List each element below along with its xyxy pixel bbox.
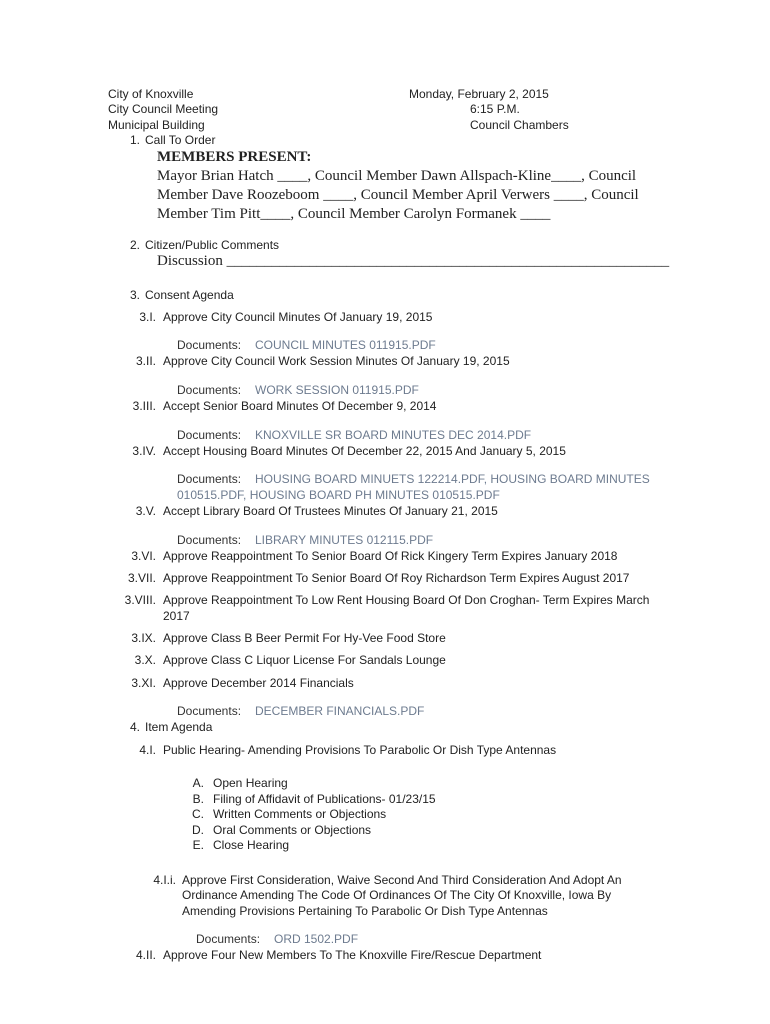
consent-item-number: 3.VII. <box>127 571 156 585</box>
documents-label: Documents: <box>177 472 242 486</box>
documents-label: Documents: <box>177 428 242 442</box>
section-number-3: 3. <box>130 288 141 302</box>
header-meeting: City Council Meeting <box>108 102 219 116</box>
consent-item-text: Approve Class C Liquor License For Sandals Lounge <box>163 653 446 667</box>
members-present-heading: MEMBERS PRESENT: <box>157 149 312 165</box>
document-link[interactable]: DECEMBER FINANCIALS.PDF <box>255 704 425 718</box>
consent-item-number: 3.VIII. <box>124 593 156 607</box>
consent-item-text: Approve Reappointment To Low Rent Housing Board Of Don Croghan- Term Expires March <box>163 593 650 607</box>
document-link-continued[interactable]: 010515.PDF, HOUSING BOARD PH MINUTES 010515.PDF <box>177 488 500 502</box>
consent-item-text-continued: 2017 <box>163 609 190 623</box>
hearing-step-letter: D. <box>192 823 204 837</box>
consent-item-text: Approve Class B Beer Permit For Hy-Vee Food Store <box>163 631 446 645</box>
hearing-step-letter: A. <box>192 776 204 790</box>
consent-item-number: 3.I. <box>139 310 156 324</box>
header-building: Municipal Building <box>108 118 205 132</box>
agenda-item-text: Approve Four New Members To The Knoxville Fire/Rescue Department <box>163 948 542 962</box>
document-link[interactable]: HOUSING BOARD MINUETS 122214.PDF, HOUSING BOARD MINUTES <box>255 472 650 486</box>
document-link[interactable]: KNOXVILLE SR BOARD MINUTES DEC 2014.PDF <box>255 428 532 442</box>
header-city: City of Knoxville <box>108 87 194 101</box>
hearing-step-text: Close Hearing <box>213 838 290 852</box>
consent-item-number: 3.IX. <box>131 631 156 645</box>
consent-item-number: 3.III. <box>132 399 156 413</box>
section-title-public-comments: Citizen/Public Comments <box>145 238 280 252</box>
consent-item-text: Approve Reappointment To Senior Board Of Roy Richardson Term Expires August 2017 <box>163 571 630 585</box>
hearing-step-text: Open Hearing <box>213 776 288 790</box>
consent-item-text: Approve City Council Minutes Of January 19, 2015 <box>163 310 433 324</box>
documents-label: Documents: <box>177 338 242 352</box>
header-date: Monday, February 2, 2015 <box>409 87 549 101</box>
section-title-call-to-order: Call To Order <box>145 133 216 147</box>
sub-item-number: 4.I.i. <box>153 873 176 887</box>
document-link[interactable]: LIBRARY MINUTES 012115.PDF <box>255 533 434 547</box>
consent-item-number: 3.VI. <box>131 549 156 563</box>
consent-item-text: Accept Senior Board Minutes Of December 9, 2014 <box>163 399 437 413</box>
sub-item-line: Ordinance Amending The Code Of Ordinances Of The City Of Knoxville, Iowa By <box>182 888 612 902</box>
section-title-item-agenda: Item Agenda <box>145 720 213 734</box>
consent-item-text: Approve December 2014 Financials <box>163 676 354 690</box>
agenda-item-number: 4.II. <box>135 948 156 962</box>
documents-label: Documents: <box>196 932 261 946</box>
members-line-2: Member Dave Roozeboom ____, Council Member April Verwers ____, Council <box>157 187 639 203</box>
document-link[interactable]: COUNCIL MINUTES 011915.PDF <box>255 338 436 352</box>
consent-item-number: 3.II. <box>135 354 156 368</box>
hearing-step-letter: B. <box>192 792 204 806</box>
documents-label: Documents: <box>177 533 242 547</box>
hearing-step-text: Filing of Affidavit of Publications- 01/23/15 <box>213 792 436 806</box>
section-title-consent-agenda: Consent Agenda <box>145 288 234 302</box>
consent-item-text: Accept Library Board Of Trustees Minutes Of January 21, 2015 <box>163 504 498 518</box>
header-time: 6:15 P.M. <box>470 102 520 116</box>
section-number-1: 1. <box>130 133 141 147</box>
document-link[interactable]: WORK SESSION 011915.PDF <box>255 383 419 397</box>
consent-item-text: Accept Housing Board Minutes Of December 22, 2015 And January 5, 2015 <box>163 444 566 458</box>
consent-item-number: 3.V. <box>135 504 156 518</box>
document-link[interactable]: ORD 1502.PDF <box>274 932 359 946</box>
members-line-1: Mayor Brian Hatch ____, Council Member Dawn Allspach-Kline____, Council <box>157 168 637 184</box>
consent-item-number: 3.XI. <box>131 676 156 690</box>
documents-label: Documents: <box>177 383 242 397</box>
consent-item-number: 3.IV. <box>132 444 156 458</box>
consent-item-text: Approve City Council Work Session Minutes Of January 19, 2015 <box>163 354 510 368</box>
consent-item-number: 3.X. <box>134 653 156 667</box>
documents-label: Documents: <box>177 704 242 718</box>
header-location: Council Chambers <box>470 118 569 132</box>
hearing-step-text: Written Comments or Objections <box>213 807 387 821</box>
hearing-step-letter: C. <box>192 807 204 821</box>
hearing-step-letter: E. <box>192 838 204 852</box>
consent-item-text: Approve Reappointment To Senior Board Of Rick Kingery Term Expires January 2018 <box>163 549 618 563</box>
sub-item-line: Approve First Consideration, Waive Second And Third Consideration And Adopt An <box>182 873 622 887</box>
section-number-2: 2. <box>130 238 141 252</box>
hearing-step-text: Oral Comments or Objections <box>213 823 372 837</box>
sub-item-line: Amending Provisions Pertaining To Parabolic Or Dish Type Antennas <box>182 904 548 918</box>
discussion-line: Discussion ___________________________________________________________ <box>157 253 670 269</box>
section-number-4: 4. <box>130 720 141 734</box>
members-line-3: Member Tim Pitt____, Council Member Carolyn Formanek ____ <box>157 206 551 222</box>
agenda-item-number: 4.I. <box>139 743 156 757</box>
agenda-item-text: Public Hearing- Amending Provisions To Parabolic Or Dish Type Antennas <box>163 743 557 757</box>
